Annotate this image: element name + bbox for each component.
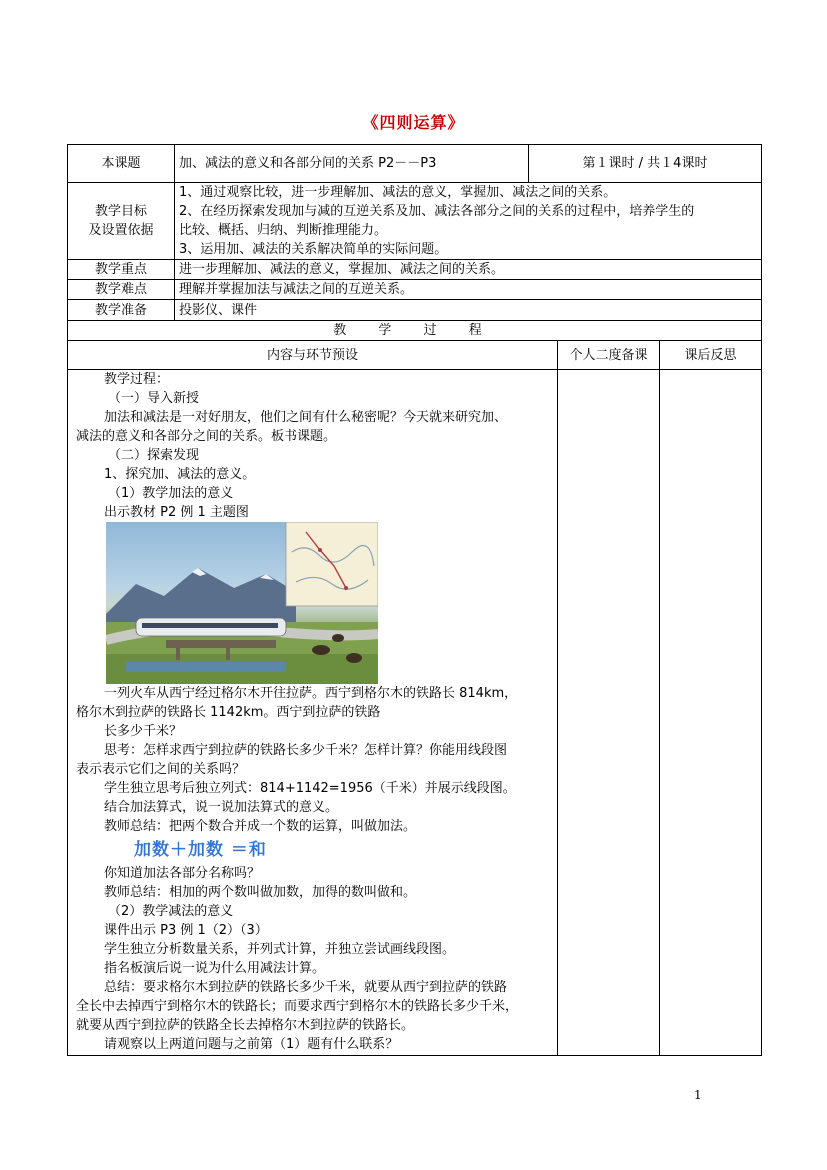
preparation-text: 投影仪、课件 (175, 300, 762, 321)
text-line: 就要从西宁到拉萨的铁路全长去掉格尔木到拉萨的铁路长。 (76, 1018, 415, 1033)
text-line: 出示教材 P2 例 1 主题图 (104, 505, 249, 520)
content-cell (68, 370, 558, 1056)
topic-row (68, 145, 762, 183)
difficulty-text: 理解并掌握加法与减法之间的互逆关系。 (175, 280, 762, 300)
key-point-label: 教学重点 (68, 260, 175, 280)
text-line: （1）教学加法的意义 (108, 486, 234, 501)
text-line: （一）导入新授 (108, 391, 200, 406)
key-point-row (68, 260, 762, 280)
text-line: 教师总结：把两个数合并成一个数的运算，叫做加法。 (104, 819, 417, 834)
topic-label: 本课题 (68, 145, 175, 183)
column-header-row (68, 341, 762, 370)
text-line: 长多少千米？ (104, 724, 183, 739)
text-line: 一列火车从西宁经过格尔木开往拉萨。西宁到格尔木的铁路长 814km， (104, 686, 518, 701)
column-prep-header: 个人二度备课 (558, 341, 660, 370)
goal-item: 2、在经历探索发现加与减的互逆关系及加、减法各部分之间的关系的过程中，培养学生的 (179, 204, 695, 219)
text-line: 减法的意义和各部分之间的关系。板书课题。 (76, 429, 337, 444)
train-scene-icon (106, 522, 378, 684)
text-line: 总结：要求格尔木到拉萨的铁路长多少千米，就要从西宁到拉萨的铁路 (104, 980, 508, 995)
text-line: （二）探索发现 (108, 448, 200, 463)
key-point-text: 进一步理解加、减法的意义，掌握加、减法之间的关系。 (175, 260, 762, 280)
addition-formula: 加数＋加数 ＝和 (134, 840, 267, 860)
column-reflect-header: 课后反思 (660, 341, 762, 370)
text-line: 教师总结：相加的两个数叫做加数，加得的数叫做和。 (104, 885, 417, 900)
topic-text: 加、减法的意义和各部分间的关系 P2－－P3 (175, 145, 529, 183)
process-title-row (68, 321, 762, 341)
reflection-cell (660, 370, 762, 1056)
difficulty-row (68, 280, 762, 300)
period-text: 第１课时 / 共１4课时 (529, 145, 762, 183)
text-line: （2）教学减法的意义 (108, 904, 234, 919)
preparation-row (68, 300, 762, 321)
lesson-plan-table (67, 144, 762, 1056)
goals-content (175, 183, 762, 260)
text-line: 1、探究加、减法的意义。 (104, 467, 256, 482)
preparation-label: 教学准备 (68, 300, 175, 321)
text-line: 学生独立思考后独立列式：814+1142=1956（千米）并展示线段图。 (104, 781, 516, 796)
document-title: 《四则运算》 (362, 113, 465, 132)
content-row (68, 370, 762, 1056)
column-content-header: 内容与环节预设 (68, 341, 558, 370)
page-number: 1 (694, 1088, 702, 1102)
goals-label-line2: 及设置依据 (88, 223, 154, 238)
text-line: 全长中去掉西宁到格尔木的铁路长；而要求西宁到格尔木的铁路长多少千米， (76, 999, 519, 1014)
text-line: 请观察以上两道问题与之前第（1）题有什么联系？ (104, 1037, 399, 1052)
text-line: 思考：怎样求西宁到拉萨的铁路长多少千米？怎样计算？你能用线段图 (104, 743, 508, 758)
text-line: 你知道加法各部分名称吗？ (104, 866, 261, 881)
prep-notes-cell (558, 370, 660, 1056)
text-line: 课件出示 P3 例 1（2）（3） (104, 923, 268, 938)
goal-item: 1、通过观察比较，进一步理解加、减法的意义，掌握加、减法之间的关系。 (179, 185, 617, 200)
text-line: 表示表示它们之间的关系吗？ (76, 762, 246, 777)
goals-row (68, 183, 762, 260)
train-illustration-image (106, 522, 378, 684)
process-title: 教 学 过 程 (68, 321, 762, 341)
text-line: 加法和减法是一对好朋友，他们之间有什么秘密呢？今天就来研究加、 (104, 410, 508, 425)
goal-item: 比较、概括、归纳、判断推理能力。 (179, 223, 388, 238)
text-line: 结合加法算式，说一说加法算式的意义。 (104, 800, 339, 815)
text-line: 格尔木到拉萨的铁路长 1142km。西宁到拉萨的铁路 (76, 705, 381, 720)
text-line: 指名板演后说一说为什么用减法计算。 (104, 961, 326, 976)
goals-label-line1: 教学目标 (94, 204, 147, 219)
text-line: 学生独立分析数量关系，并列式计算，并独立尝试画线段图。 (104, 942, 456, 957)
difficulty-label: 教学难点 (68, 280, 175, 300)
goals-label (68, 183, 175, 260)
goal-item: 3、运用加、减法的关系解决简单的实际问题。 (179, 242, 448, 257)
text-line: 教学过程： (104, 372, 170, 387)
